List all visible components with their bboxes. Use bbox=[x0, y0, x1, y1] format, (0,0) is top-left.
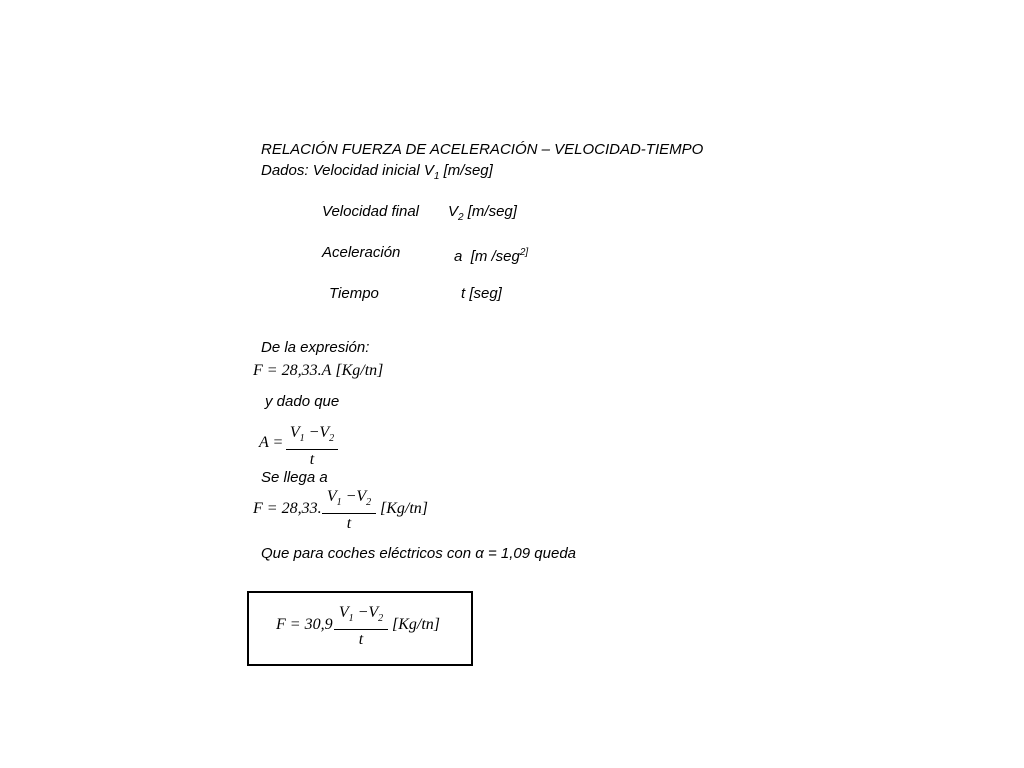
formula4-fraction bbox=[334, 604, 388, 650]
formula3-numerator bbox=[322, 488, 376, 514]
arrive-text: Se llega a bbox=[261, 469, 328, 486]
formula3-sub1: 1 bbox=[336, 497, 342, 508]
formula3-sub2: 2 bbox=[366, 497, 372, 508]
formula2-fraction bbox=[286, 424, 338, 470]
formula4-lhs bbox=[276, 616, 333, 634]
formula3-unit bbox=[380, 500, 428, 518]
formula4-minus-v: −V bbox=[353, 604, 379, 621]
formula1-var: A bbox=[321, 362, 332, 379]
v2-unit: [m/seg] bbox=[467, 203, 517, 220]
time-value: t [seg] bbox=[461, 285, 502, 302]
given-that-text: y dado que bbox=[265, 393, 340, 410]
acceleration-value bbox=[454, 244, 528, 266]
electric-cars-text: Que para coches eléctricos con α = 1,09 queda bbox=[261, 545, 576, 562]
formula4-numerator bbox=[334, 604, 388, 630]
formula4-denominator: t bbox=[358, 631, 364, 648]
formula4-unit bbox=[392, 616, 440, 634]
formula4-sub2: 2 bbox=[378, 613, 384, 624]
formula2-lhs bbox=[259, 434, 283, 452]
formula1-unit: [Kg/tn] bbox=[335, 362, 384, 379]
final-velocity-value bbox=[448, 203, 517, 227]
v1-subscript: 1 bbox=[433, 171, 440, 182]
formula4-lhs-text: F = 30,9 bbox=[276, 616, 333, 633]
v1-symbol: V bbox=[423, 162, 434, 179]
formula2-lhs-text: A = bbox=[259, 434, 284, 451]
formula3-minus-v: −V bbox=[341, 488, 367, 505]
formula4-sub1: 1 bbox=[348, 613, 354, 624]
time-label: Tiempo bbox=[329, 285, 379, 302]
formula4-v1: V bbox=[338, 604, 349, 621]
formula3-lhs bbox=[253, 500, 322, 518]
acceleration-unit-exponent: 2] bbox=[519, 247, 529, 258]
from-expression-text: De la expresión: bbox=[261, 339, 370, 356]
acceleration-unit: [m /seg bbox=[470, 248, 520, 265]
formula-force-acceleration bbox=[253, 362, 383, 380]
given-initial-velocity bbox=[261, 162, 493, 186]
given-intro-label: Dados: Velocidad inicial bbox=[261, 162, 420, 179]
formula3-v1: V bbox=[326, 488, 337, 505]
formula2-v1: V bbox=[289, 424, 300, 441]
acceleration-label: Aceleración bbox=[322, 244, 401, 261]
v2-subscript: 2 bbox=[458, 212, 464, 223]
formula3-denominator: t bbox=[346, 515, 352, 532]
formula3-unit-text: [Kg/tn] bbox=[380, 500, 429, 517]
formula2-sub1: 1 bbox=[299, 433, 305, 444]
v2-symbol: V bbox=[448, 203, 459, 220]
formula1-lhs: F = 28,33. bbox=[253, 362, 322, 379]
formula4-unit-text: [Kg/tn] bbox=[392, 616, 441, 633]
formula2-sub2: 2 bbox=[329, 433, 335, 444]
formula2-numerator bbox=[286, 424, 338, 450]
v1-unit: [m/seg] bbox=[443, 162, 493, 179]
acceleration-symbol: a bbox=[454, 248, 463, 265]
page-title: RELACIÓN FUERZA DE ACELERACIÓN – VELOCIDAD-TIEMPO bbox=[261, 141, 704, 158]
formula2-denominator: t bbox=[309, 451, 315, 468]
formula3-fraction bbox=[322, 488, 376, 534]
formula2-minus-v: −V bbox=[304, 424, 330, 441]
final-velocity-label: Velocidad final bbox=[322, 203, 420, 220]
formula3-lhs-text: F = 28,33. bbox=[253, 500, 322, 517]
